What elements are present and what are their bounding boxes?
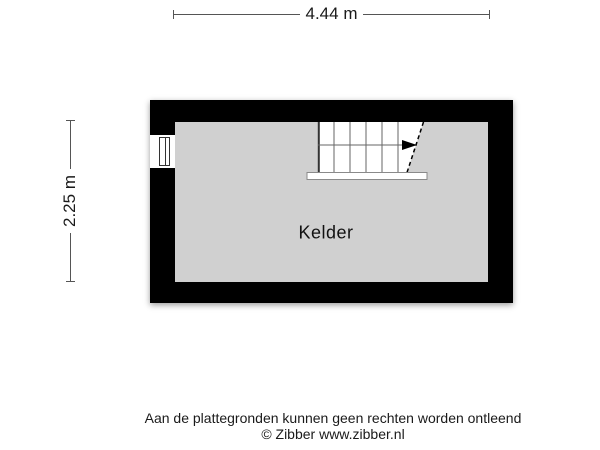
wall-opening xyxy=(150,135,175,168)
stair-bottom-step xyxy=(307,173,427,180)
disclaimer-text: Aan de plattegronden kunnen geen rechten worden ontleend xyxy=(144,410,522,426)
dimension-tick-bottom xyxy=(66,281,75,282)
dimension-tick-right xyxy=(489,10,490,19)
dimension-tick-left xyxy=(173,10,174,19)
window-icon xyxy=(159,137,170,166)
vertical-dimension xyxy=(61,120,79,282)
room-label: Kelder xyxy=(298,222,354,243)
horizontal-dimension xyxy=(173,4,490,24)
horizontal-dimension-label: 4.44 m xyxy=(300,4,364,24)
footer xyxy=(33,410,600,442)
copyright-text: © Zibber www.zibber.nl xyxy=(261,426,405,442)
staircase xyxy=(305,122,430,182)
vertical-dimension-label: 2.25 m xyxy=(61,169,79,233)
dimension-tick-top xyxy=(66,120,75,121)
